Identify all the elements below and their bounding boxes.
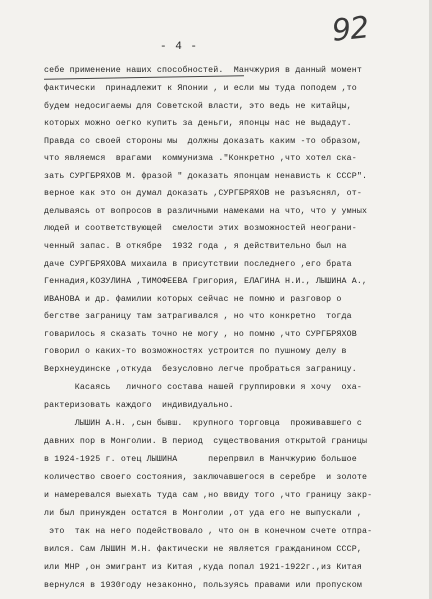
- text-line: ченный запас. В откябре 1932 года , я действительно был на: [44, 242, 347, 251]
- text-line: Геннадия,КОЗУЛИНА ,ТИМОФЕЕВА Григория, ЕЛАГИНА Н.И., ЛЫШИНА А.,: [44, 277, 368, 286]
- text-line: говорил о каких-то возможностях устроится по пушному делу в: [44, 347, 347, 356]
- text-line: ЛЫШИН А.Н. ,сын бывш. крупного торговца проживавшего с: [44, 419, 362, 428]
- text-line: или МНР ,он эмигрант из Китая ,куда попал 1921-1922г.,из Китая: [44, 563, 362, 572]
- text-line: давних пор в Монголии. В период существования открытой границы: [44, 437, 368, 446]
- text-line: это так на него подействовало , что он в конечном счете отпра-: [44, 527, 373, 536]
- text-line: рактеризовать каждого индивидуально.: [44, 401, 234, 410]
- text-line: говарилось я сказать точно не могу , но помню ,что СУРГБРЯХОВ: [44, 330, 357, 339]
- text-line: делываясь от вопросов в различными намеками на что, что у умных: [44, 207, 368, 216]
- text-line: что являемся врагами коммунизма ."Конкретно ,что хотел ска-: [44, 154, 357, 163]
- text-line: будем недосигаемы для Советской власти, это ведь не китайцы,: [44, 102, 352, 111]
- text-line: в 1924-1925 г. отец ЛЫШИНА перепрвил в Манчжурию большое: [44, 455, 357, 464]
- text-line: и намеревался выехать туда сам ,но ввиду того ,что границу закр-: [44, 491, 373, 500]
- text-line: зать СУРГБРЯХОВ М. фразой " доказать японцам ненависть к СССР".: [44, 172, 368, 181]
- text-line: верное как это он думал доказать ,СУРГБРЯХОВ не разъяснял, от-: [44, 189, 362, 198]
- text-line: фактически принадлежит к Японии , и если мы туда поподем ,то: [44, 84, 357, 93]
- text-line: Касаясь личного состава нашей группировки я хочу оха-: [44, 383, 362, 392]
- text-line: вился. Сам ЛЫШИН М.Н. фактически не является гражданином СССР,: [44, 545, 362, 554]
- text-line: людей и соответствующей смелости этих возможностей неограни-: [44, 224, 357, 233]
- handwritten-archive-number: 92: [330, 10, 370, 49]
- text-line: ИВАНОВА и др. фамилии которых сейчас не помню и разговор о: [44, 295, 342, 304]
- text-line: даче СУРГБРЯХОВА михаила в присутствии последнего ,его брата: [44, 260, 352, 269]
- text-line: которых можно оегко купить за деньги, японцы нас не выдадут.: [44, 119, 352, 128]
- text-line: вернулся в 1930году незаконно, пользуясь правами или пропуском: [44, 581, 362, 590]
- text-line: ли был принужден остатся в Монголии ,от уда его не выпускали ,: [44, 509, 362, 518]
- text-line: Верхнеудинске ,откуда безусловно легче пробраться заграницу.: [44, 365, 357, 374]
- text-line: себе применение наших способностей. Манчжурия в данный момент: [44, 66, 362, 75]
- text-line: Правда со своей стороны мы должны доказать каким -то образом,: [44, 137, 362, 146]
- text-line: бегстве заграницу там затрагивался , но что конкретно тогда: [44, 312, 352, 321]
- text-line: количество своего состояния, заключавшегося в серебре и золоте: [44, 473, 368, 482]
- page-number: - 4 -: [160, 41, 199, 53]
